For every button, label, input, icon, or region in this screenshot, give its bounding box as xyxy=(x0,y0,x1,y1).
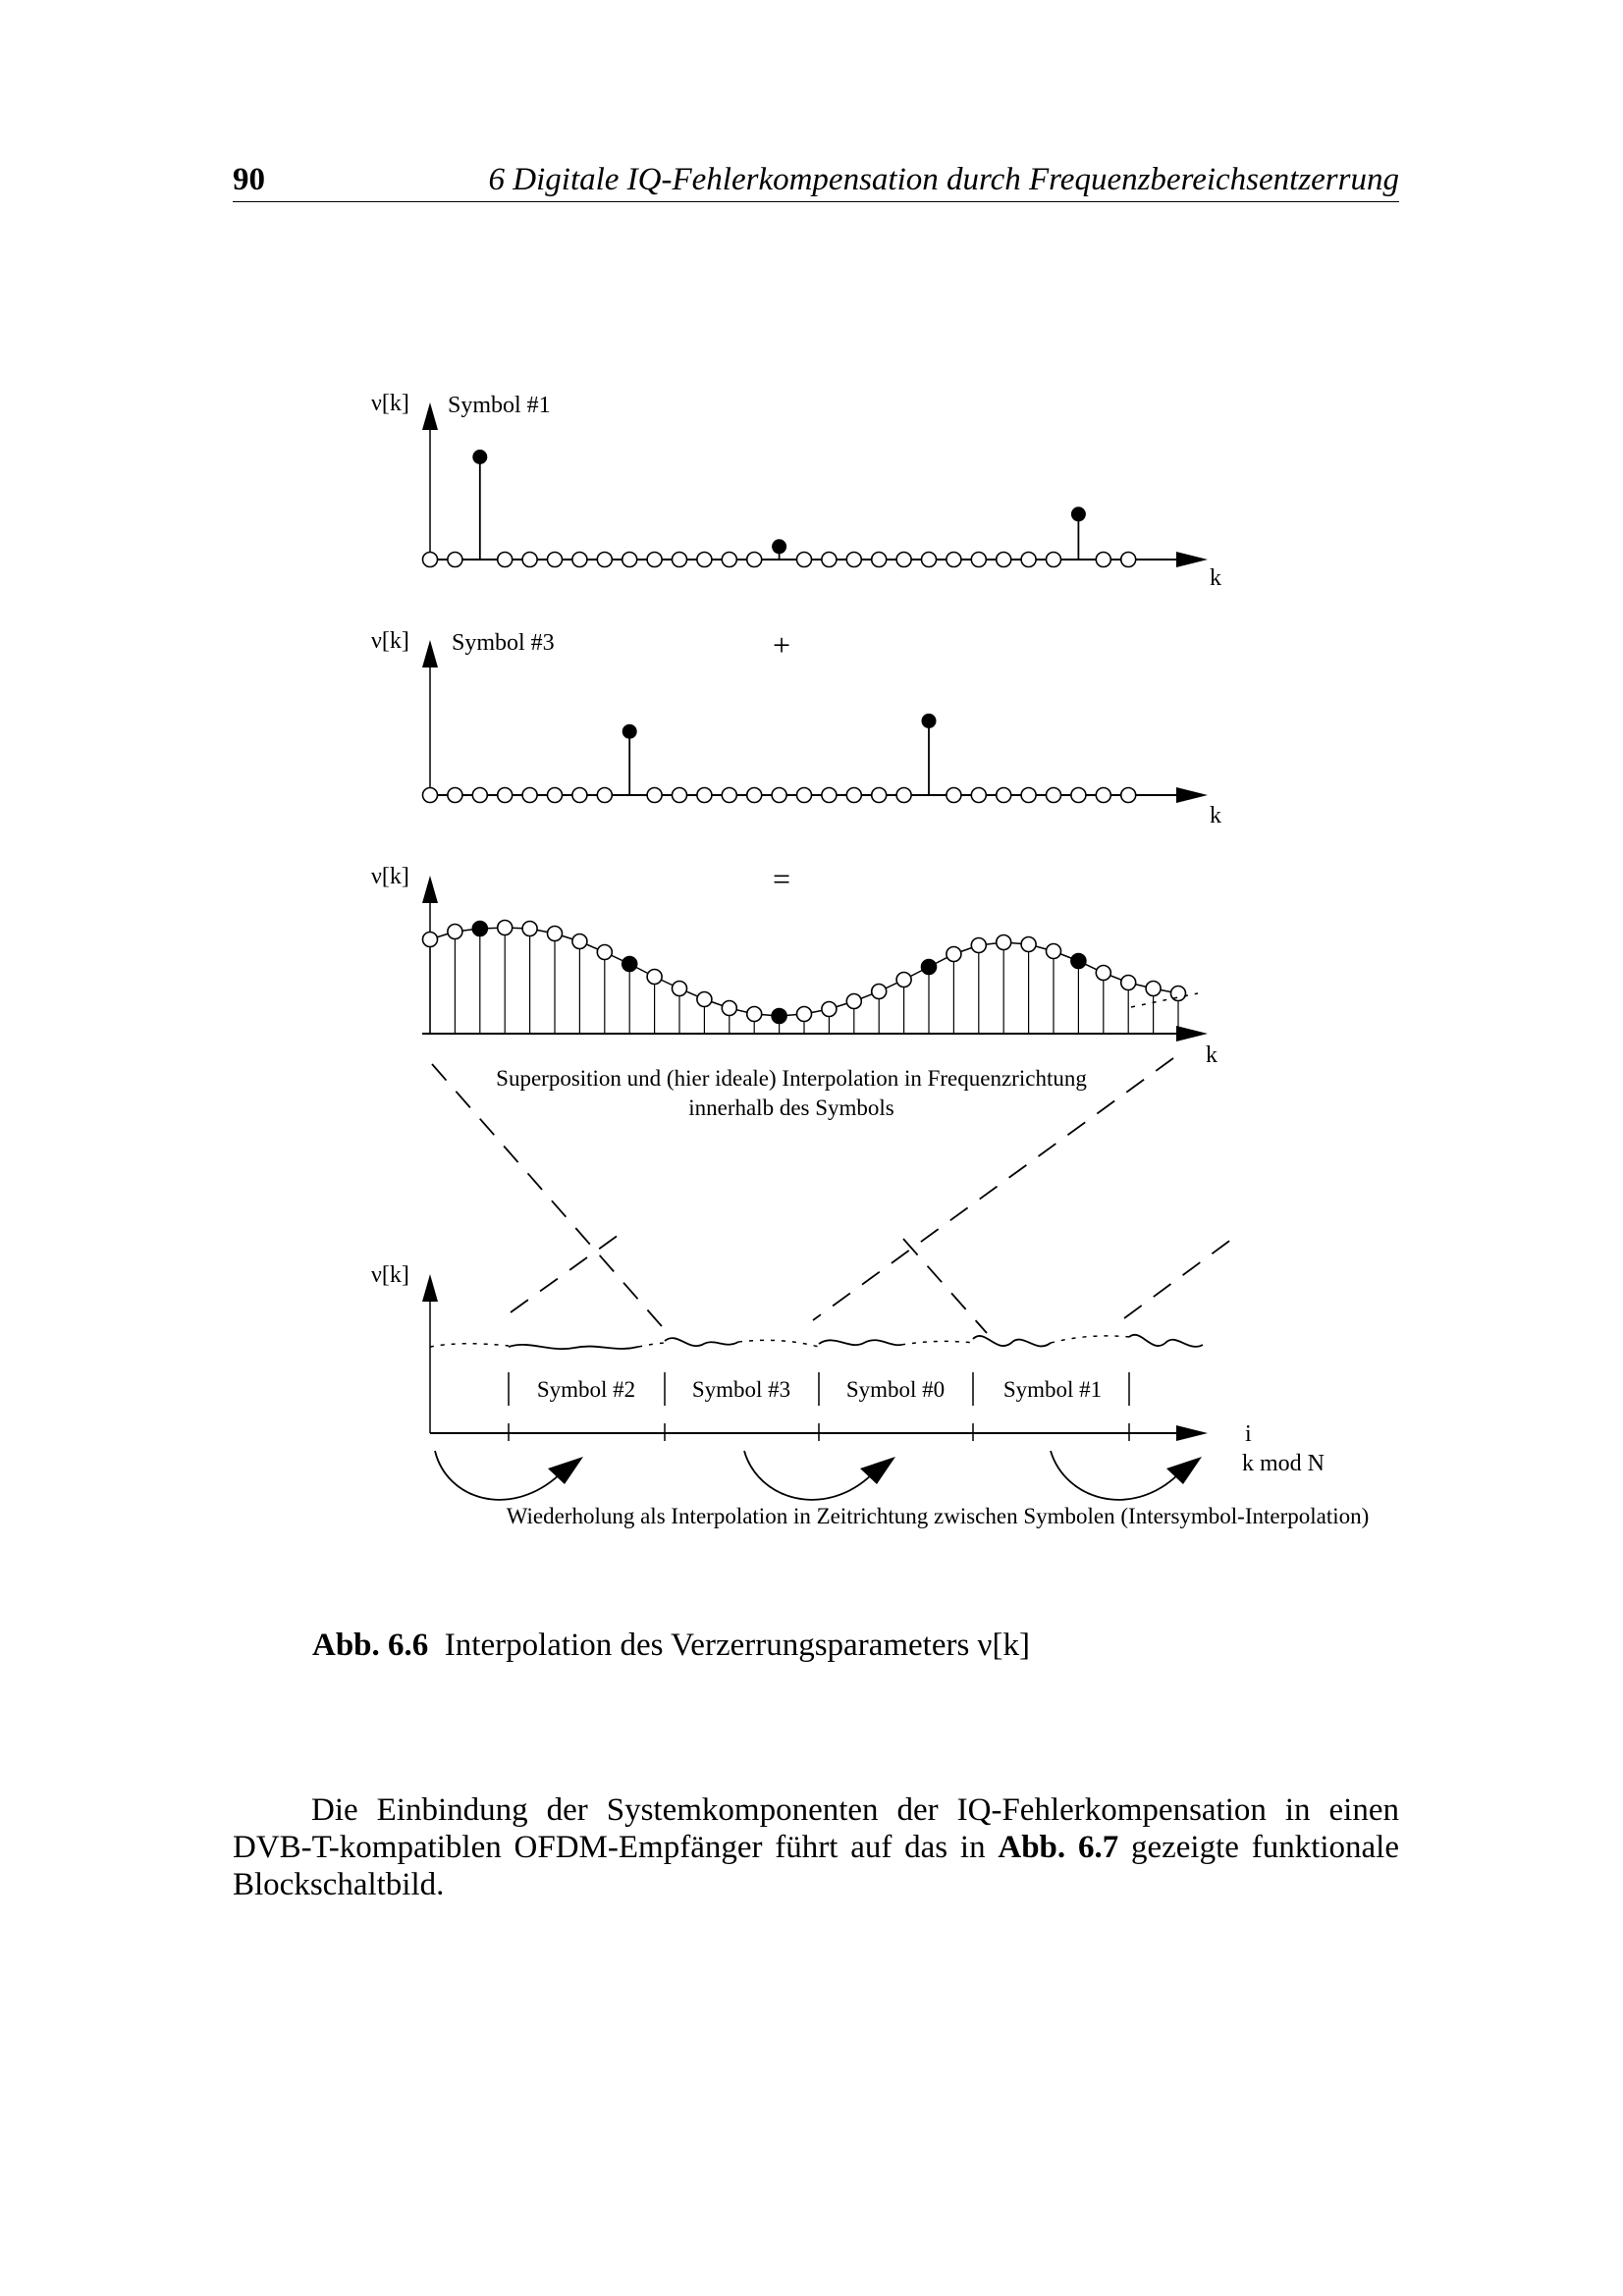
subcarrier-marker xyxy=(647,788,662,803)
panel3-x-arrow xyxy=(1176,1026,1208,1041)
subcarrier-marker xyxy=(1021,553,1036,567)
pilot-marker xyxy=(472,922,487,936)
subcarrier-marker xyxy=(597,788,612,803)
panel-symbol-3 xyxy=(371,628,1221,828)
panel4-y-arrow xyxy=(422,1274,438,1302)
panel1-y-arrow xyxy=(422,402,438,430)
subcarrier-marker xyxy=(1121,788,1136,803)
symbol-segment-label-3: Symbol #1 xyxy=(1002,1377,1103,1402)
wave-segment xyxy=(973,1336,1051,1347)
equals-sign: = xyxy=(773,861,791,896)
panel3-caption-line1: Superposition und (hier ideale) Interpolation in Frequenzrichtung xyxy=(496,1066,1087,1091)
interpolated-marker xyxy=(448,925,462,939)
subcarrier-marker xyxy=(947,788,961,803)
figure-caption xyxy=(312,1628,1030,1664)
panel-symbol-1 xyxy=(371,391,1221,591)
subcarrier-marker xyxy=(498,553,513,567)
interpolated-marker xyxy=(797,1007,812,1022)
subcarrier-marker xyxy=(971,553,986,567)
pilot-marker xyxy=(772,1009,786,1024)
symbol-segment-label-2: Symbol #0 xyxy=(845,1377,946,1402)
subcarrier-marker xyxy=(423,788,438,803)
plus-sign: + xyxy=(773,627,791,663)
paragraph-text-2: gezeigte funktionale Blockschaltbild. xyxy=(233,1830,1399,1902)
figure-caption-label: Abb. 6.6 xyxy=(312,1628,429,1663)
interpolated-marker xyxy=(747,1007,762,1022)
subcarrier-marker xyxy=(1096,788,1110,803)
figure-caption-text: Interpolation des Verzerrungsparameters ν[k] xyxy=(444,1628,1030,1663)
dotted-link xyxy=(638,1343,665,1347)
figure-reference: Abb. 6.7 xyxy=(998,1830,1119,1865)
subcarrier-marker xyxy=(1047,553,1061,567)
subcarrier-marker xyxy=(597,553,612,567)
subcarrier-marker xyxy=(522,788,537,803)
panel4-y-label: ν[k] xyxy=(371,1262,409,1288)
repetition-arrow-1 xyxy=(435,1451,560,1500)
interpolated-marker xyxy=(423,933,438,947)
subcarrier-marker xyxy=(822,553,837,567)
subcarrier-marker xyxy=(673,788,687,803)
pilot-marker xyxy=(1071,954,1086,969)
paragraph-text-1: Die Einbindung der Systemkomponenten der IQ-Fehlerkompensation in einen DVB-T-kompatiblen OFDM-Empfänger führt auf das in xyxy=(233,1792,1399,1865)
interpolated-marker xyxy=(697,992,712,1007)
repetition-arrow-3 xyxy=(1051,1451,1178,1500)
wave-segment xyxy=(1129,1335,1203,1347)
symbol-segment-label-1: Symbol #3 xyxy=(691,1377,791,1402)
subcarrier-marker xyxy=(747,553,762,567)
subcarrier-marker xyxy=(472,788,487,803)
subcarrier-marker xyxy=(947,553,961,567)
subcarrier-marker xyxy=(448,788,462,803)
interpolated-marker xyxy=(1146,982,1161,996)
projection-line-copy-2 xyxy=(903,1239,987,1333)
symbol-segment-label-0: Symbol #2 xyxy=(536,1377,636,1402)
subcarrier-marker xyxy=(997,788,1011,803)
interpolated-marker xyxy=(1096,966,1110,981)
panel4-caption: Wiederholung als Interpolation in Zeitrichtung zwischen Symbolen (Intersymbol-Interpolation) xyxy=(506,1504,1370,1528)
subcarrier-marker xyxy=(822,788,837,803)
dotted-link xyxy=(430,1344,509,1347)
wave-segment xyxy=(509,1345,638,1349)
pilot-marker xyxy=(1071,507,1086,521)
subcarrier-marker xyxy=(548,553,563,567)
interpolation-curve xyxy=(430,928,1178,1016)
subcarrier-marker xyxy=(722,788,736,803)
panel3-interpolated-curve xyxy=(423,921,1186,1035)
subcarrier-marker xyxy=(1071,788,1086,803)
panel2-y-arrow xyxy=(422,640,438,667)
panel2-x-arrow xyxy=(1176,787,1208,803)
panel3-x-label: k xyxy=(1206,1042,1217,1068)
projection-line-copy-1 xyxy=(511,1235,619,1312)
dotted-link xyxy=(901,1341,973,1345)
panel3-caption-line2: innerhalb des Symbols xyxy=(688,1095,894,1120)
subcarrier-marker xyxy=(872,788,887,803)
interpolated-marker xyxy=(846,994,861,1009)
subcarrier-marker xyxy=(1096,553,1110,567)
subcarrier-marker xyxy=(647,553,662,567)
panel1-x-label: k xyxy=(1210,565,1221,591)
panel2-stems xyxy=(423,714,1136,803)
projection-line-copy-3 xyxy=(1124,1239,1232,1318)
panel3-y-label: ν[k] xyxy=(371,864,409,889)
subcarrier-marker xyxy=(797,553,812,567)
repetition-arrows xyxy=(435,1451,1202,1500)
subcarrier-marker xyxy=(896,553,911,567)
body-paragraph xyxy=(233,1791,1399,1903)
subcarrier-marker xyxy=(448,553,462,567)
subcarrier-marker xyxy=(797,788,812,803)
interpolated-marker xyxy=(722,1001,736,1016)
interpolated-marker xyxy=(947,947,961,962)
subcarrier-marker xyxy=(548,788,563,803)
subcarrier-marker xyxy=(997,553,1011,567)
interpolated-marker xyxy=(498,921,513,935)
interpolated-marker xyxy=(971,938,986,953)
subcarrier-marker xyxy=(846,788,861,803)
panel3-extrapolation-dots xyxy=(1131,993,1198,1007)
interpolated-marker xyxy=(822,1002,837,1017)
pilot-marker xyxy=(622,957,637,972)
subcarrier-marker xyxy=(423,553,438,567)
wave-segment xyxy=(665,1338,738,1346)
panel1-x-arrow xyxy=(1176,552,1208,567)
page-number: 90 xyxy=(233,162,265,197)
subcarrier-marker xyxy=(896,788,911,803)
subcarrier-marker xyxy=(622,553,637,567)
panel-symbol-repetition xyxy=(371,1262,1369,1528)
pilot-marker xyxy=(622,724,637,739)
interpolated-marker xyxy=(673,982,687,996)
panel3-y-arrow xyxy=(422,876,438,903)
subcarrier-marker xyxy=(572,553,587,567)
subcarrier-marker xyxy=(772,788,786,803)
interpolated-marker xyxy=(872,985,887,999)
pilot-marker xyxy=(922,714,937,728)
interpolated-marker xyxy=(522,922,537,936)
panel1-symbol-label: Symbol #1 xyxy=(448,393,551,418)
panel2-x-label: k xyxy=(1210,803,1221,828)
interpolated-marker xyxy=(647,970,662,985)
subcarrier-marker xyxy=(572,788,587,803)
panel1-stems xyxy=(423,450,1136,567)
interpolated-marker xyxy=(1021,937,1036,952)
panel1-y-label: ν[k] xyxy=(371,391,409,416)
interpolated-marker xyxy=(896,973,911,988)
pilot-marker xyxy=(472,450,487,464)
subcarrier-marker xyxy=(697,553,712,567)
panel4-x-label-i: i xyxy=(1245,1421,1252,1447)
interpolated-marker xyxy=(1121,976,1136,990)
subcarrier-marker xyxy=(673,553,687,567)
subcarrier-marker xyxy=(922,553,937,567)
subcarrier-marker xyxy=(722,553,736,567)
subcarrier-marker xyxy=(1021,788,1036,803)
pilot-marker xyxy=(772,539,786,554)
running-title: 6 Digitale IQ-Fehlerkompensation durch Frequenzbereichsentzerrung xyxy=(488,162,1399,197)
subcarrier-marker xyxy=(846,553,861,567)
repetition-arrow-2 xyxy=(744,1451,872,1500)
interpolated-marker xyxy=(572,934,587,949)
interpolated-marker xyxy=(1171,987,1186,1001)
interpolated-marker xyxy=(548,927,563,941)
panel2-y-label: ν[k] xyxy=(371,628,409,654)
interpolated-marker xyxy=(997,935,1011,950)
subcarrier-marker xyxy=(697,788,712,803)
panel4-x-label-kmodN: k mod N xyxy=(1242,1451,1325,1476)
interpolated-marker xyxy=(1047,944,1061,959)
panel-superposition xyxy=(371,864,1217,1120)
dotted-link xyxy=(1051,1336,1129,1343)
subcarrier-marker xyxy=(872,553,887,567)
subcarrier-marker xyxy=(522,553,537,567)
subcarrier-marker xyxy=(498,788,513,803)
panel4-wave xyxy=(430,1335,1203,1349)
projection-line-left xyxy=(432,1064,668,1333)
subcarrier-marker xyxy=(1047,788,1061,803)
panel2-symbol-label: Symbol #3 xyxy=(452,630,555,656)
subcarrier-marker xyxy=(1121,553,1136,567)
subcarrier-marker xyxy=(747,788,762,803)
subcarrier-marker xyxy=(971,788,986,803)
wave-segment xyxy=(819,1340,901,1345)
dotted-link xyxy=(738,1340,819,1347)
panel4-x-arrow xyxy=(1176,1425,1208,1441)
pilot-marker xyxy=(922,960,937,975)
interpolated-marker xyxy=(597,945,612,960)
